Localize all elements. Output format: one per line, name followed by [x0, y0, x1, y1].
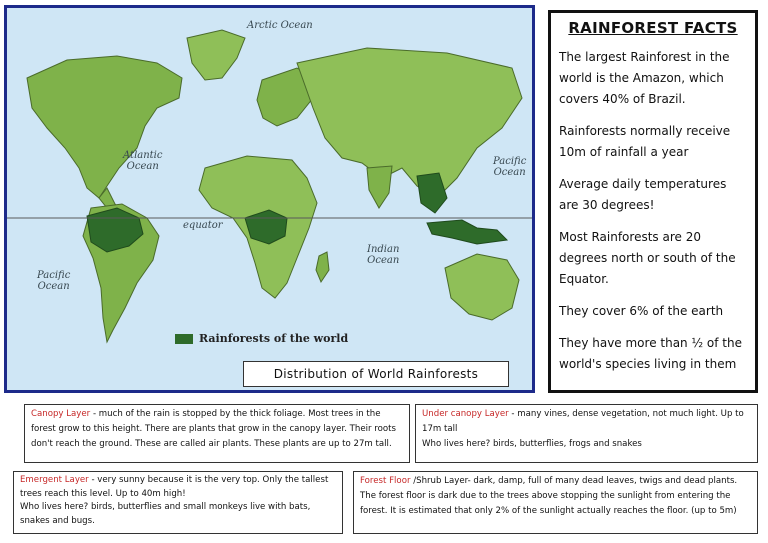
indonesia: [427, 220, 507, 244]
fact-item: Most Rainforests are 20 degrees north or south of the Equator.: [559, 230, 736, 286]
legend-label: Rainforests of the world: [199, 332, 349, 345]
forest-floor-line-2: The forest floor is dark due to the trees above stopping the sunlight from entering the: [360, 491, 731, 501]
north-america: [27, 56, 182, 198]
forest-floor-line-1: Forest Floor /Shrub Layer- dark, damp, full of many dead leaves, twigs and dead plants.: [360, 476, 738, 486]
indian-ocean-label: Indian Ocean: [367, 244, 400, 266]
emergent-line-2: trees reach this level. Up to 40m high!: [20, 488, 186, 499]
asia: [297, 48, 522, 198]
rainforest-swatch: [175, 334, 193, 344]
forest-floor-layer-box: [353, 471, 758, 534]
madagascar: [316, 252, 329, 282]
forest-floor-layer-name: Forest Floor: [360, 476, 411, 486]
map-legend: [175, 332, 348, 345]
arctic-ocean-label: Arctic Ocean: [247, 20, 313, 31]
canopy-layer-name: Canopy Layer: [31, 409, 91, 419]
fact-item: They have more than ½ of the world's species living in them: [559, 336, 742, 371]
emergent-line-4: snakes and bugs.: [20, 515, 95, 526]
fact-item: Average daily temperatures are 30 degrees!: [559, 177, 727, 212]
india: [367, 166, 392, 208]
under-canopy-layer-box: [415, 404, 758, 463]
canopy-line-3: don't reach the ground. These are called air plants. These plants are up to 27m tall.: [31, 439, 392, 449]
pacific-ocean-west-label: Pacific Ocean: [37, 270, 71, 292]
emergent-layer-name: Emergent Layer: [20, 475, 89, 485]
emergent-line-3: Who lives here? birds, butterflies and small monkeys live with bats,: [20, 502, 311, 512]
under-canopy-line-2: 17m tall: [422, 424, 458, 434]
emergent-layer-box: [13, 471, 343, 534]
rainforest-facts-panel: [548, 10, 758, 393]
equator-label: equator: [183, 220, 223, 231]
australia: [445, 254, 519, 320]
canopy-layer-box: [24, 404, 410, 463]
map-caption: Distribution of World Rainforests: [243, 361, 509, 387]
fact-item: They cover 6% of the earth: [559, 304, 724, 318]
pacific-ocean-east-label: Pacific Ocean: [493, 156, 527, 178]
emergent-line-1: Emergent Layer - very sunny because it is the very top. Only the tallest: [20, 475, 329, 485]
forest-floor-line-3: forest. It is estimated that only 2% of the sunlight actually reaches the floor. (up to 5m): [360, 506, 737, 516]
canopy-line-1: Canopy Layer - much of the rain is stopped by the thick foliage. Most trees in the: [31, 409, 381, 419]
greenland: [187, 30, 245, 80]
fact-item: Rainforests normally receive 10m of rainfall a year: [559, 124, 731, 159]
canopy-line-2: forest grow to this height. There are plants that grow in the canopy layer. Their roots: [31, 424, 396, 434]
under-canopy-line-1: Under canopy Layer - many vines, dense vegetation, not much light. Up to: [422, 409, 744, 419]
world-map: [4, 5, 535, 393]
facts-title: RAINFOREST FACTS: [568, 19, 738, 37]
fact-item: The largest Rainforest in the world is the Amazon, which covers 40% of Brazil.: [559, 50, 730, 106]
under-canopy-layer-name: Under canopy Layer: [422, 409, 509, 419]
atlantic-ocean-label: Atlantic Ocean: [123, 150, 163, 172]
under-canopy-line-3: Who lives here? birds, butterflies, frogs and snakes: [422, 439, 642, 449]
